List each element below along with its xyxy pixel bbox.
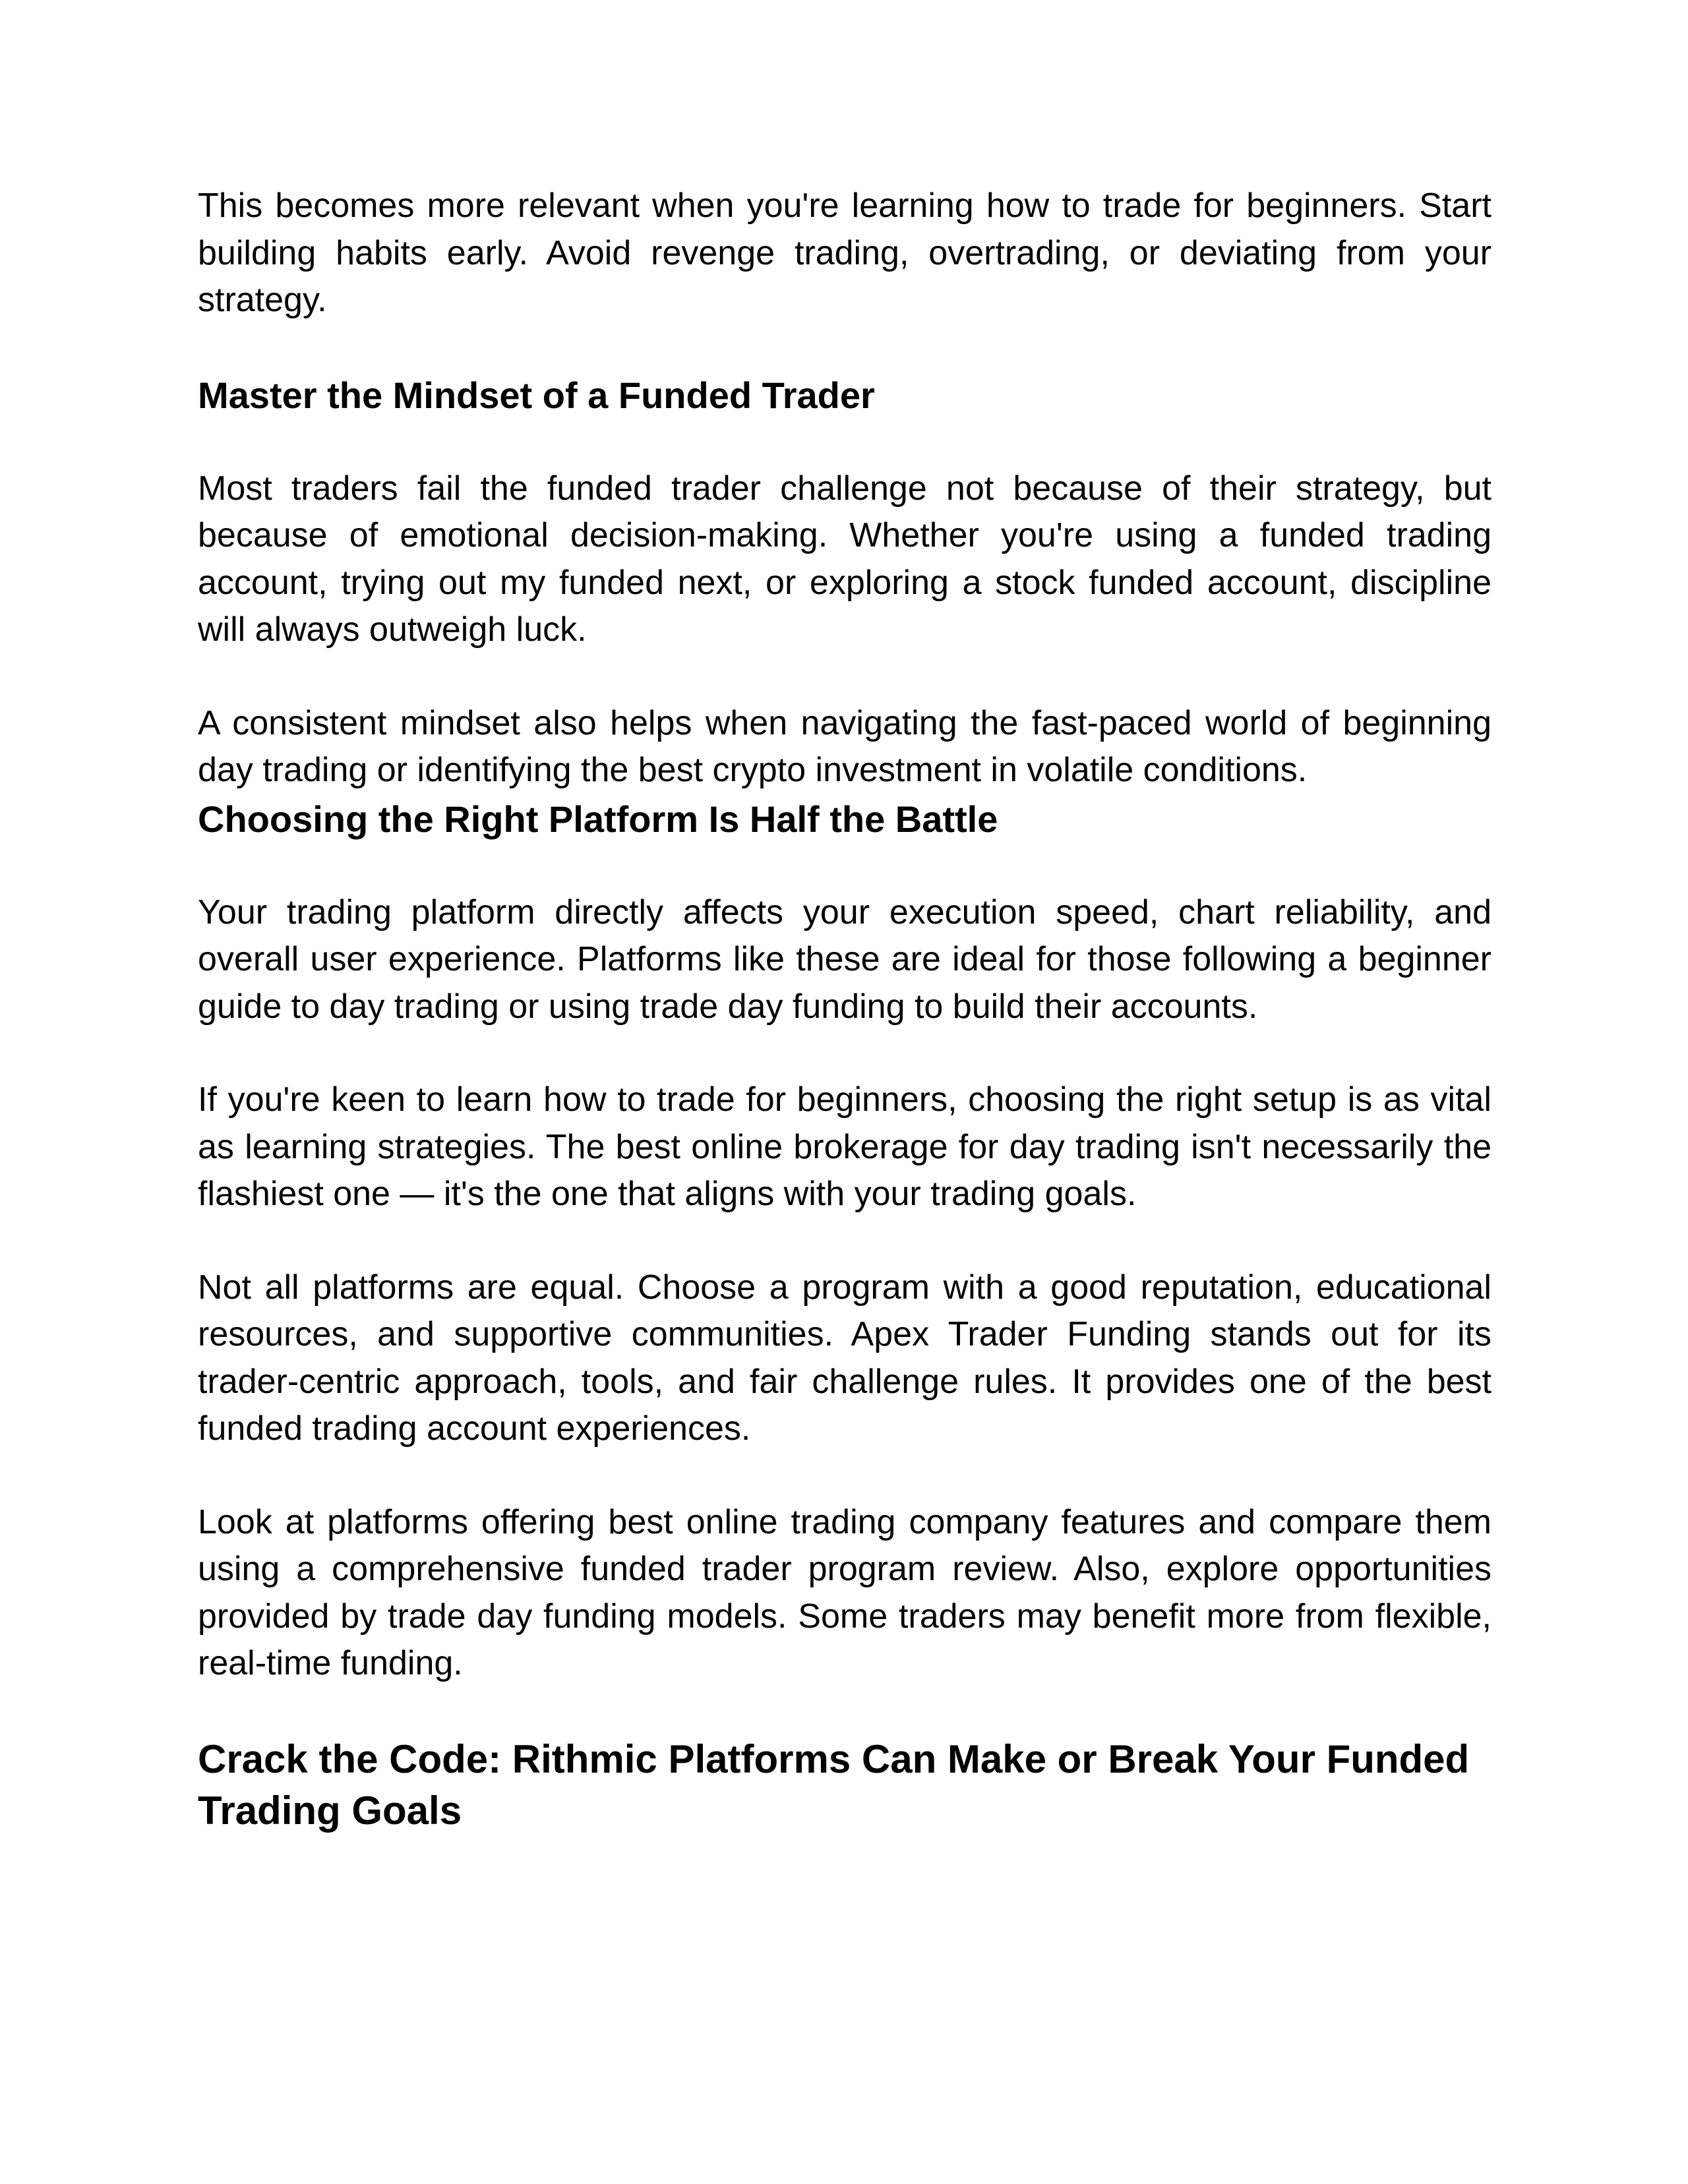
paragraph-platform-effects: Your trading platform directly affects your execution speed, chart reliability, and overall user experience. Platforms like these are ideal for those following a beginner guide to day trading or using trade day funding to build their accounts. <box>198 893 1492 1026</box>
paragraph-habits: This becomes more relevant when you're learning how to trade for beginners. Start building habits early. Avoid revenge trading, overtrading, or deviating from your strategy. <box>198 187 1492 319</box>
paragraph-fail-reasons: Most traders fail the funded trader challenge not because of their strategy, but because of emotional decision-making. Whether you're using a funded trading account, trying out my funded next, or exploring a stock funded account, discipline will always outweigh luck. <box>198 469 1492 649</box>
heading-platform: Choosing the Right Platform Is Half the Battle <box>198 798 998 840</box>
heading-rithmic: Crack the Code: Rithmic Platforms Can Make or Break Your Funded Trading Goals <box>198 1736 1470 1833</box>
paragraph-compare-platforms: Look at platforms offering best online trading company features and compare them using a comprehensive funded trader program review. Also, explore opportunities provided by trade day funding models. Some traders may benefit more from flexible, real-time funding. <box>198 1502 1492 1682</box>
document-body <box>198 183 1492 1837</box>
paragraph-consistent-mindset: A consistent mindset also helps when navigating the fast-paced world of beginning day trading or identifying the best crypto investment in volatile conditions. <box>198 703 1492 789</box>
heading-mindset: Master the Mindset of a Funded Trader <box>198 374 875 416</box>
paragraph-not-equal: Not all platforms are equal. Choose a program with a good reputation, educational resources, and supportive communities. Apex Trader Funding stands out for its trader-centric approach, tools, and fair challenge rules. It provides one of the best funded trading account experiences. <box>198 1268 1492 1448</box>
paragraph-right-setup: If you're keen to learn how to trade for beginners, choosing the right setup is as vital as learning strategies. The best online brokerage for day trading isn't necessarily the flashiest one — it's the one that aligns with your trading goals. <box>198 1080 1492 1213</box>
